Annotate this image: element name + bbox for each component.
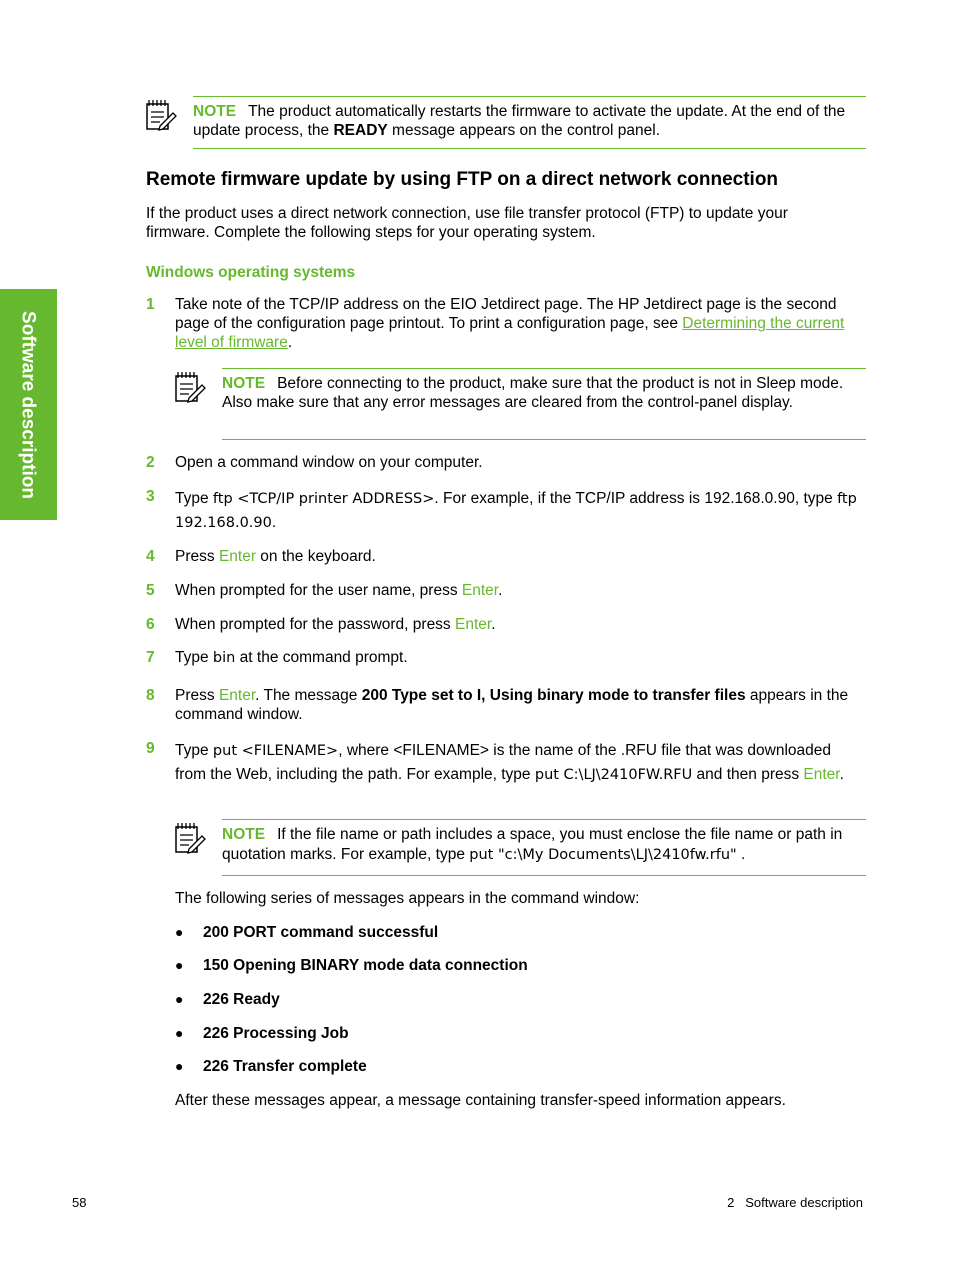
- note-label: NOTE: [193, 103, 237, 120]
- step-3-text: Type ftp <TCP/IP printer ADDRESS>. For example, if the TCP/IP address is 192.168.0.90, type ftp 192.168.0.90.: [175, 490, 857, 531]
- bullet-icon: ●: [175, 1025, 184, 1041]
- note3-text: NOTE If the file name or path includes a space, you must enclose the file name or path in quotation marks. For example, type put "c:\My Documents\LJ\2410fw.rfu" .: [222, 826, 843, 863]
- command-code: ftp 192.168.0.90: [175, 491, 857, 531]
- chapter-footer: 2 Software description: [727, 1195, 863, 1210]
- section-heading: Remote firmware update by using FTP on a direct network connection: [146, 169, 779, 190]
- bullet-icon: ●: [175, 924, 184, 940]
- step-number: 4: [146, 548, 155, 565]
- command-code: put "c:\My Documents\LJ\2410fw.rfu": [469, 847, 737, 863]
- note1-top-rule: [193, 96, 866, 97]
- closing-paragraph: After these messages appear, a message containing transfer-speed information appears.: [175, 1092, 786, 1109]
- step-9-text: Type put <FILENAME>, where <FILENAME> is the name of the .RFU file that was downloaded from the Web, including the path. For example, type put C:\LJ\2410FW.RFU and then press Enter.: [175, 742, 844, 783]
- intro-paragraph: If the product uses a direct network connection, use file transfer protocol (FTP) to update your firmware. Complete the following steps for your operating system.: [146, 205, 788, 241]
- note3-top-rule: [222, 819, 866, 820]
- step-5-text: When prompted for the user name, press Enter.: [175, 582, 503, 599]
- command-code: ftp <TCP/IP printer ADDRESS>: [212, 491, 435, 507]
- chapter-side-tab: [0, 289, 57, 520]
- note1-bottom-rule: [193, 148, 866, 149]
- step-number: 7: [146, 649, 155, 666]
- step-4-text: Press Enter on the keyboard.: [175, 548, 376, 565]
- message-item: 226 Processing Job: [203, 1025, 349, 1042]
- enter-key-label: Enter: [455, 616, 492, 633]
- note-icon: [173, 821, 207, 855]
- subsection-heading: Windows operating systems: [146, 264, 356, 281]
- message-item: 226 Ready: [203, 991, 280, 1008]
- note-icon: [144, 98, 178, 132]
- step-2-text: Open a command window on your computer.: [175, 454, 483, 471]
- bullet-icon: ●: [175, 991, 184, 1007]
- enter-key-label: Enter: [218, 687, 256, 704]
- note2-text: NOTE Before connecting to the product, make sure that the product is not in Sleep mode. Also make sure that any error messages are cleared from the control-panel display.: [222, 375, 844, 411]
- enter-key-label: Enter: [461, 582, 499, 599]
- step-number: 8: [146, 687, 155, 704]
- step-number: 6: [146, 616, 155, 633]
- enter-key-label: Enter: [803, 766, 840, 783]
- step-number: 2: [146, 454, 155, 471]
- step-number: 9: [146, 740, 155, 757]
- command-code: put <FILENAME>: [212, 743, 339, 759]
- command-code: put C:\LJ\2410FW.RFU: [534, 767, 693, 783]
- command-code: bin: [212, 650, 236, 666]
- message-item: 200 PORT command successful: [203, 924, 439, 941]
- series-intro: The following series of messages appears in the command window:: [175, 890, 640, 907]
- note3-bottom-rule: [222, 875, 866, 876]
- step-number: 5: [146, 582, 155, 599]
- side-tab-label: Software description: [17, 311, 39, 499]
- note-label: NOTE: [222, 826, 266, 843]
- message-item: 150 Opening BINARY mode data connection: [203, 957, 528, 974]
- enter-key-label: Enter: [218, 548, 256, 565]
- step-1-text: Take note of the TCP/IP address on the EIO Jetdirect page. The HP Jetdirect page is the second page of the configuration page printout. To print a configuration page, see Determining the current level of firmware.: [175, 296, 845, 351]
- step-7-text: Type bin at the command prompt.: [175, 649, 408, 666]
- note-label: NOTE: [222, 375, 266, 392]
- step-8-text: Press Enter. The message 200 Type set to I, Using binary mode to transfer files appears in the command window.: [175, 687, 849, 723]
- note2-top-rule: [222, 368, 866, 369]
- step-6-text: When prompted for the password, press Enter.: [175, 616, 496, 633]
- note-icon: [173, 370, 207, 404]
- bullet-icon: ●: [175, 1058, 184, 1074]
- bullet-icon: ●: [175, 957, 184, 973]
- step-number: 1: [146, 296, 155, 313]
- message-item: 226 Transfer complete: [203, 1058, 367, 1075]
- step-number: 3: [146, 488, 155, 505]
- note2-bottom-rule: [222, 439, 866, 440]
- determining-firmware-link[interactable]: Determining the current level of firmware: [175, 315, 845, 351]
- page-number: 58: [72, 1195, 87, 1210]
- note1-text: NOTE The product automatically restarts the firmware to activate the update. At the end of the update process, the READY message appears on the control panel.: [193, 103, 846, 139]
